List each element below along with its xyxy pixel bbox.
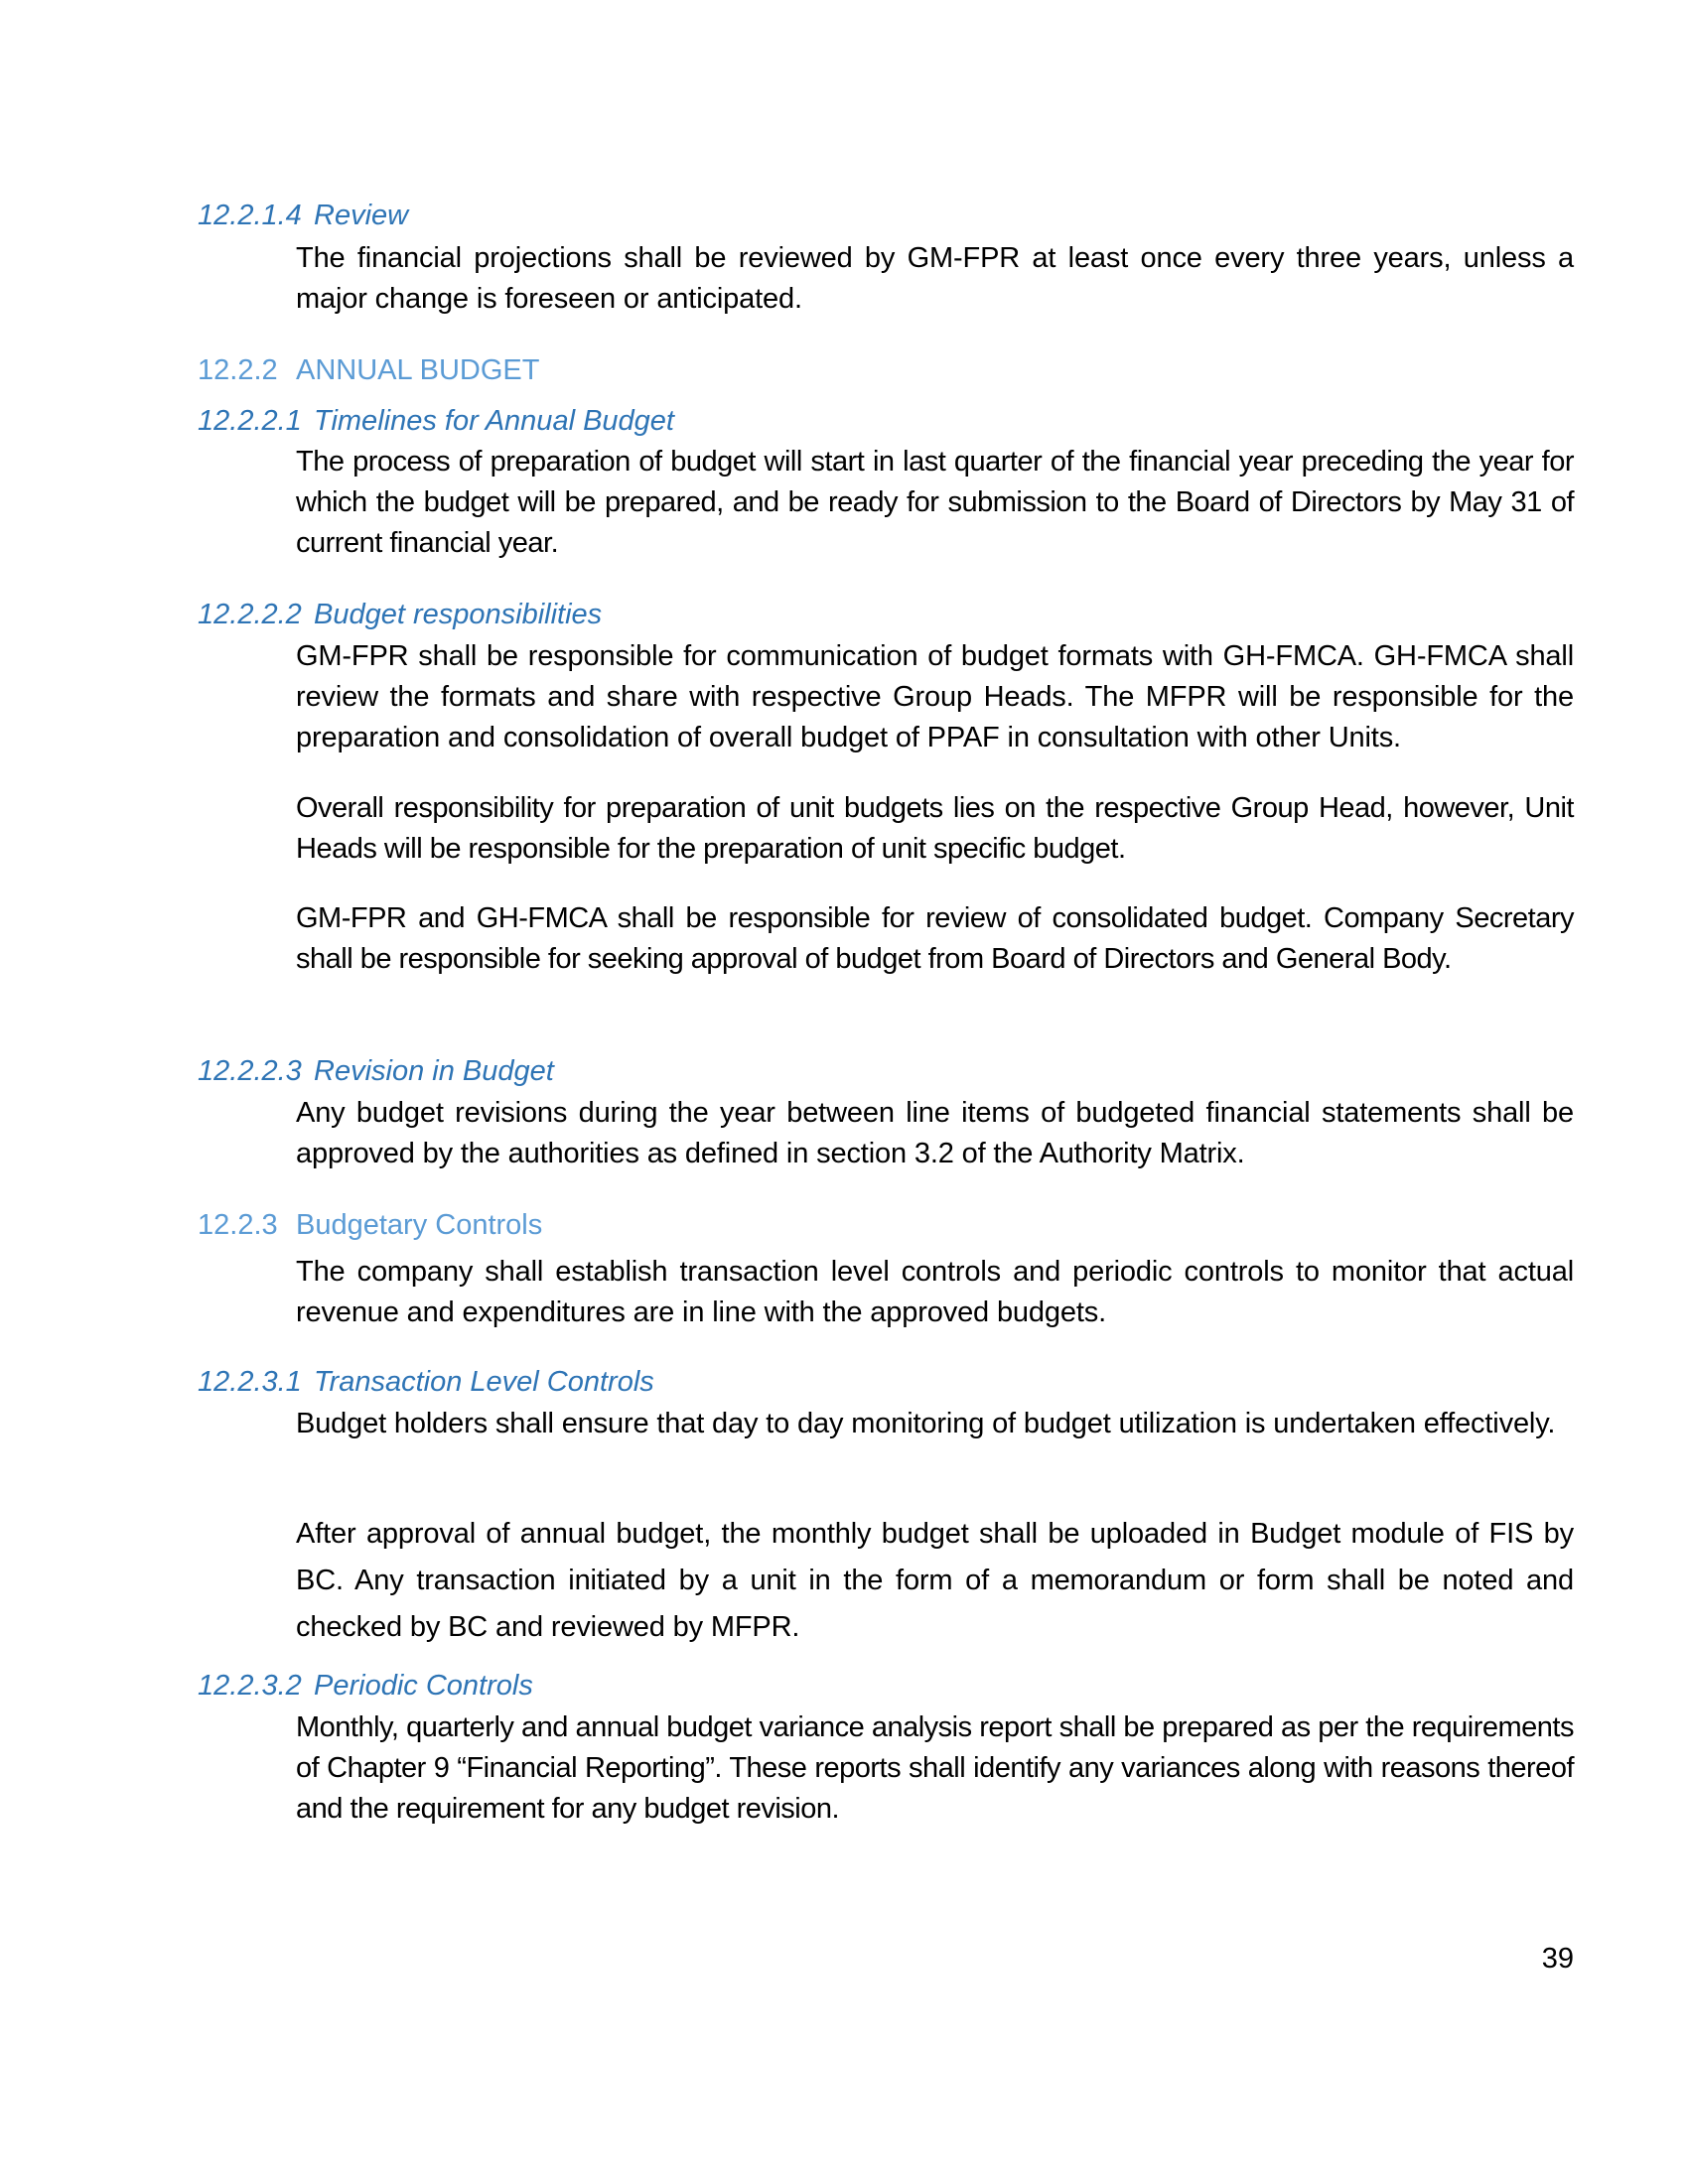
section-heading-annual-budget [198, 352, 539, 388]
section-number: 12.2.1.4 [198, 200, 302, 231]
section-title: Budgetary Controls [296, 1209, 543, 1241]
section-heading-transaction-controls [198, 1364, 654, 1400]
paragraph-responsibilities-3: GM-FPR and GH-FMCA shall be responsible for review of consolidated budget. Company Secretary shall be responsible for seeking approval of budget from Board of Directors and General Body. [296, 902, 1574, 975]
section-title: Revision in Budget [314, 1055, 554, 1087]
paragraph-budgetary-controls: The company shall establish transaction level controls and periodic controls to monitor that actual revenue and expenditures are in line with the approved budgets. [296, 1256, 1574, 1328]
section-title: Periodic Controls [314, 1670, 533, 1702]
paragraph-review: The financial projections shall be reviewed by GM-FPR at least once every three years, unless a major change is foreseen or anticipated. [296, 242, 1574, 315]
section-number: 12.2.3.2 [198, 1670, 302, 1702]
section-heading-budgetary-controls [198, 1207, 542, 1243]
paragraph-periodic-controls: Monthly, quarterly and annual budget variance analysis report shall be prepared as per the requirements of Chapter 9 “Financial Reporting”. These reports shall identify any variances along with reasons thereof and the requirement for any budget revision. [296, 1711, 1574, 1825]
section-title: Timelines for Annual Budget [314, 405, 674, 437]
paragraph-responsibilities-2: Overall responsibility for preparation of unit budgets lies on the respective Group Head, however, Unit Heads will be responsible for the preparation of unit specific budget. [296, 792, 1574, 865]
page-number: 39 [1541, 1943, 1574, 1975]
section-heading-review [198, 198, 408, 233]
section-heading-periodic-controls [198, 1668, 533, 1704]
paragraph-timelines: The process of preparation of budget will start in last quarter of the financial year preceding the year for which the budget will be prepared, and be ready for submission to the Board of Directors by May 31 of current financial year. [296, 446, 1574, 559]
section-heading-responsibilities [198, 597, 602, 632]
paragraph-revision: Any budget revisions during the year between line items of budgeted financial statements shall be approved by the authorities as defined in section 3.2 of the Authority Matrix. [296, 1097, 1574, 1169]
paragraph-responsibilities-1: GM-FPR shall be responsible for communication of budget formats with GH-FMCA. GH-FMCA shall review the formats and share with respective Group Heads. The MFPR will be responsible for the preparation and consolidation of overall budget of PPAF in consultation with other Units. [296, 640, 1574, 753]
section-number: 12.2.2.1 [198, 405, 302, 437]
section-number: 12.2.2.3 [198, 1055, 302, 1087]
section-title: Transaction Level Controls [314, 1366, 654, 1398]
paragraph-transaction-controls-1: Budget holders shall ensure that day to day monitoring of budget utilization is undertaken effectively. [296, 1408, 1556, 1439]
section-number: 12.2.2.2 [198, 599, 302, 630]
section-title: Review [314, 200, 409, 231]
section-number: 12.2.3.1 [198, 1366, 302, 1398]
section-number: 12.2.3 [198, 1209, 278, 1241]
section-heading-revision [198, 1053, 554, 1089]
section-title: ANNUAL BUDGET [296, 354, 540, 386]
paragraph-transaction-controls-2: After approval of annual budget, the monthly budget shall be uploaded in Budget module of FIS by BC. Any transaction initiated by a unit in the form of a memorandum or form shall be noted and checked by BC and reviewed by MFPR. [296, 1518, 1574, 1643]
section-title: Budget responsibilities [314, 599, 603, 630]
section-heading-timelines [198, 403, 674, 439]
section-number: 12.2.2 [198, 354, 278, 386]
